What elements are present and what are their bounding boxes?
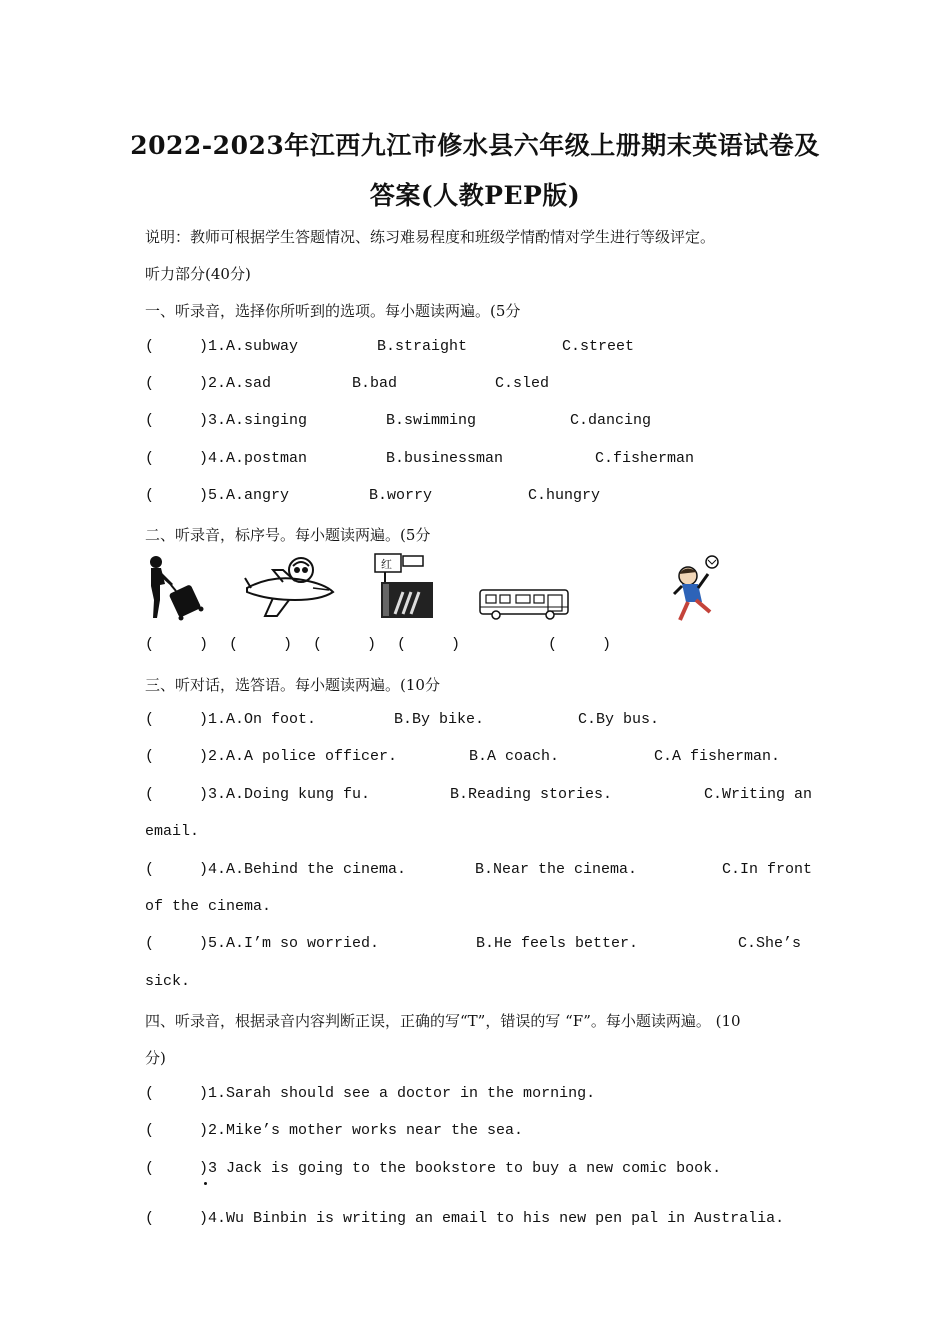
s3-q3-a: ( )3.A.Doing kung fu. [145,786,371,803]
s2-blank-2[interactable]: ( ) [229,636,293,653]
s3-q2-a: ( )2.A.A police officer. [145,748,398,765]
s3-q1-b: B.By bike. [394,711,485,728]
s1-q3-b: B.swimming [386,412,477,429]
s1-q2-c: C.sled [495,375,550,392]
s3-q4-c: C.In front [722,861,813,878]
bus-picture [478,586,572,622]
s1-q3-a: ( )3.A.singing [145,412,308,429]
page-title: 2022-2023年江西九江市修水县六年级上册期末英语试卷及 [130,131,820,160]
s3-q5-cont: sick. [145,973,191,990]
s4-q1: ( )1.Sarah should see a doctor in the morning. [145,1085,596,1102]
s4-q2: ( )2.Mike’s mother works near the sea. [145,1122,524,1139]
section4-heading-cont: 分) [145,1049,166,1067]
s3-q2-c: C.A fisherman. [654,748,781,765]
s1-q5-b: B.worry [369,487,433,504]
s1-q1-b: B.straight [377,338,468,355]
s1-q5-a: ( )5.A.angry [145,487,290,504]
page-title-cont: 答案(人教PEP版) [369,181,581,210]
listening-header: 听力部分(40分) [145,265,251,283]
traveler-with-suitcase-picture [143,554,209,622]
s1-q4-a: ( )4.A.postman [145,450,308,467]
s3-q1-c: C.By bus. [578,711,660,728]
s3-q5-c: C.She’s [738,935,802,952]
section2-heading: 二、听录音，标序号。每小题读两遍。(5分 [145,526,431,544]
traffic-light-label: 红 [381,558,392,571]
s3-q4-b: B.Near the cinema. [475,861,638,878]
s3-q3-cont: email. [145,823,200,840]
s1-q4-c: C.fisherman [595,450,695,467]
s2-blank-4[interactable]: ( ) [397,636,461,653]
s4-q4: ( )4.Wu Binbin is writing an email to his new pen pal in Australia. [145,1210,785,1227]
s3-q3-b: B.Reading stories. [450,786,613,803]
traffic-crossing-picture [373,552,439,622]
s1-q5-c: C.hungry [528,487,601,504]
s3-q4-cont: of the cinema. [145,898,272,915]
s1-q1-a: ( )1.A.subway [145,338,299,355]
s4-q3: ( )3 Jack is going to the bookstore to buy a new comic book. [145,1160,722,1177]
s3-q4-a: ( )4.A.Behind the cinema. [145,861,407,878]
s1-q2-b: B.bad [352,375,398,392]
cartoon-plane-picture [243,554,337,620]
boy-kicking-ball-picture [672,554,724,624]
s1-q1-c: C.street [562,338,635,355]
section4-heading: 四、听录音，根据录音内容判断正误，正确的写“T”，错误的写 “F”。每小题读两遍。 (10 [145,1012,741,1030]
stray-dot [204,1182,207,1185]
s2-blank-5[interactable]: ( ) [548,636,612,653]
s3-q3-c: C.Writing an [704,786,813,803]
s2-blank-1[interactable]: ( ) [145,636,209,653]
instruction-note: 说明：教师可根据学生答题情况、练习难易程度和班级学情酌情对学生进行等级评定。 [145,228,716,246]
s1-q2-a: ( )2.A.sad [145,375,272,392]
s1-q4-b: B.businessman [386,450,504,467]
s3-q5-a: ( )5.A.I’m so worried. [145,935,380,952]
s2-blank-3[interactable]: ( ) [313,636,377,653]
s3-q1-a: ( )1.A.On foot. [145,711,317,728]
s3-q2-b: B.A coach. [469,748,560,765]
s1-q3-c: C.dancing [570,412,652,429]
section1-heading: 一、听录音，选择你所听到的选项。每小题读两遍。(5分 [145,302,521,320]
s3-q5-b: B.He feels better. [476,935,639,952]
section3-heading: 三、听对话，选答语。每小题读两遍。(10分 [145,676,440,694]
